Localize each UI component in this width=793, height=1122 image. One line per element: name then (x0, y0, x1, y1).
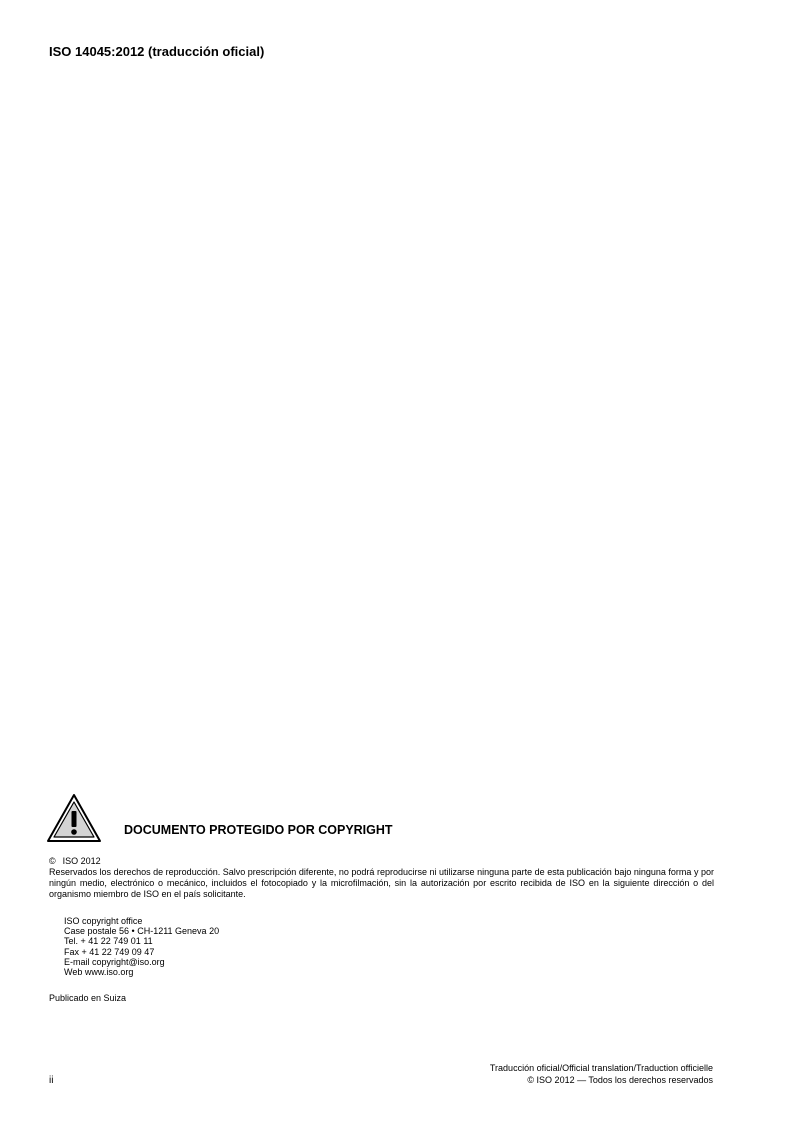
iso-address-block (64, 916, 219, 977)
copyright-year: ISO 2012 (62, 856, 101, 866)
page-header-title: ISO 14045:2012 (traducción oficial) (49, 44, 265, 59)
copyright-heading: DOCUMENTO PROTEGIDO POR COPYRIGHT (124, 823, 393, 837)
address-email: E-mail copyright@iso.org (64, 956, 165, 967)
footer-translation-line: Traducción oficial/Official translation/Traduction officielle (489, 1063, 713, 1073)
address-phone: Tel. + 41 22 749 01 11 (64, 936, 153, 947)
address-postal: Case postale 56 • CH-1211 Geneva 20 (64, 926, 220, 937)
copyright-notice (49, 856, 101, 866)
warning-triangle-icon (46, 793, 102, 843)
address-fax: Fax + 41 22 749 09 47 (64, 946, 155, 957)
footer-rights-line: © ISO 2012 — Todos los derechos reservados (527, 1075, 713, 1085)
copyright-symbol: © (49, 856, 56, 866)
footer-copyright (490, 1062, 713, 1086)
address-web: Web www.iso.org (64, 967, 134, 978)
address-office: ISO copyright office (64, 916, 143, 926)
rights-reserved-text: Reservados los derechos de reproducción. Salvo prescripción diferente, no podrá reproducirse ni utilizarse ninguna parte de esta publicación bajo ninguna forma y por ningún medio, electrónico o mecánico, incluidos el fotocopiado y la microfilmación, sin la autorización por escrito recibida de ISO en la siguiente dirección o del organismo miembro de ISO en el país solicitante. (49, 867, 714, 899)
page-number: ii (49, 1075, 54, 1086)
published-in: Publicado en Suiza (49, 993, 127, 1003)
